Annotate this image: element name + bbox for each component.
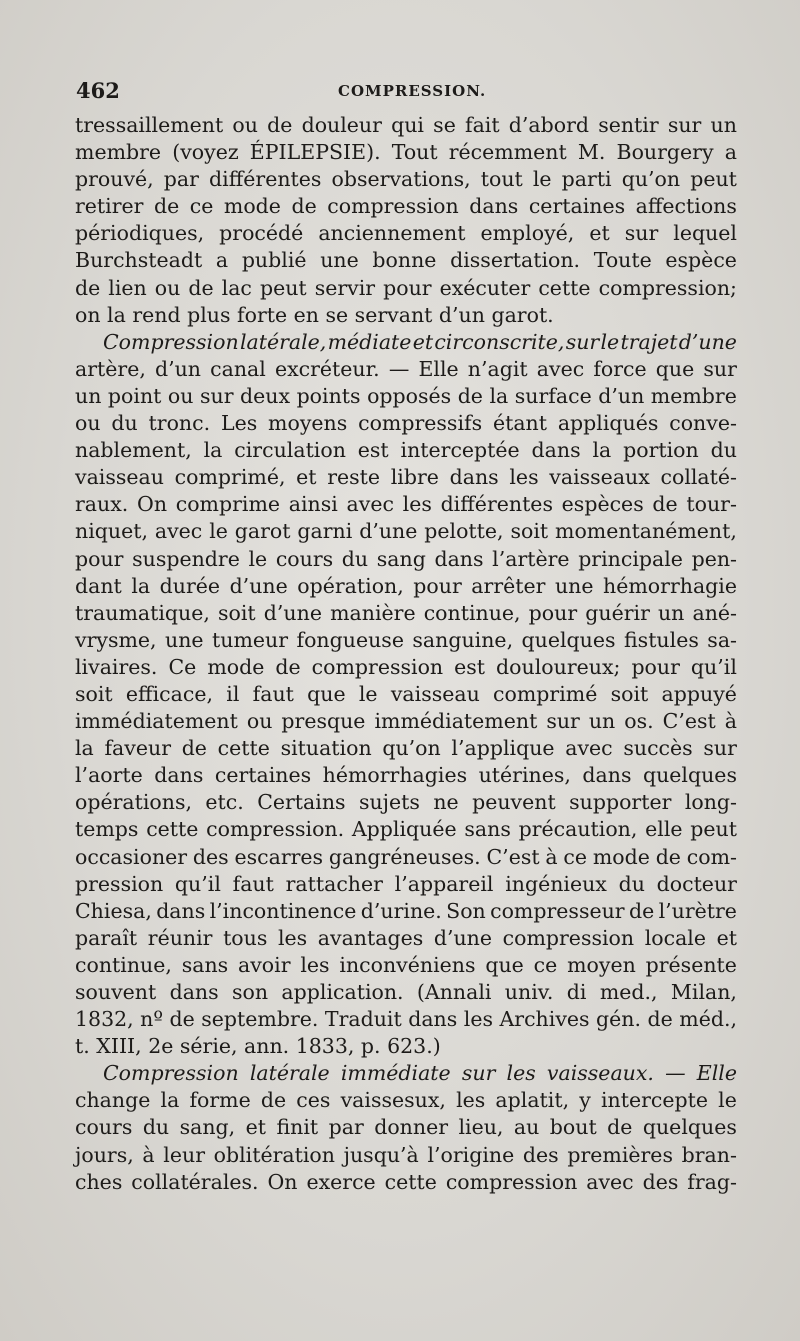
text-line: opérations, etc. Certains sujets ne peuvent supporter long- <box>75 790 737 815</box>
text-line: traumatique, soit d’une manière continue, pour guérir un ané- <box>75 600 737 625</box>
page-header <box>76 78 736 108</box>
text-line: on la rend plus forte en se servant d’un garot. <box>75 302 554 327</box>
text-line: artère, d’un canal excréteur. — Elle n’agit avec force que sur <box>75 356 737 381</box>
running-head: COMPRESSION. <box>338 82 487 100</box>
text-line: l’aorte dans certaines hémorrhagies utérines, dans quelques <box>75 763 737 788</box>
text-line: continue, sans avoir les inconvéniens que ce moyen présente <box>75 952 737 977</box>
section-heading-line: Compression latérale, médiate et circonscrite, sur le trajet d’une <box>103 329 737 354</box>
text-line: immédiatement ou presque immédiatement sur un os. C’est à <box>75 709 737 734</box>
text-line: change la forme de ces vaissesux, les aplatit, y intercepte le <box>75 1088 737 1113</box>
text-line: livaires. Ce mode de compression est douloureux; pour qu’il <box>75 654 737 679</box>
text-line: cours du sang, et finit par donner lieu, au bout de quelques <box>75 1115 737 1140</box>
text-line: prouvé, par différentes observations, tout le parti qu’on peut <box>75 167 737 192</box>
text-line: dant la durée d’une opération, pour arrêter une hémorrhagie <box>75 573 737 598</box>
text-line: 1832, nº de septembre. Traduit dans les Archives gén. de méd., <box>75 1007 737 1032</box>
text-line: retirer de ce mode de compression dans certaines affections <box>75 194 737 219</box>
text-line: raux. On comprime ainsi avec les différentes espèces de tour- <box>75 492 737 517</box>
body-text <box>75 112 737 1196</box>
text-line: vaisseau comprimé, et reste libre dans les vaisseaux collaté- <box>75 465 737 490</box>
text-line: ou du tronc. Les moyens compressifs étant appliqués conve- <box>75 411 737 436</box>
text-line: occasioner des escarres gangréneuses. C’est à ce mode de com- <box>75 844 737 869</box>
text-line: t. XIII, 2e série, ann. 1833, p. 623.) <box>75 1034 441 1059</box>
text-line: pression qu’il faut rattacher l’appareil ingénieux du docteur <box>75 871 737 896</box>
text-line: nablement, la circulation est interceptée dans la portion du <box>75 438 737 463</box>
text-line: niquet, avec le garot garni d’une pelotte, soit momentanément, <box>75 519 737 544</box>
text-line: vrysme, une tumeur fongueuse sanguine, quelques fistules sa- <box>75 627 737 652</box>
text-line: un point ou sur deux points opposés de la surface d’un membre <box>75 383 737 408</box>
text-line: Chiesa, dans l’incontinence d’urine. Son compresseur de l’urètre <box>75 898 737 923</box>
text-line: de lien ou de lac peut servir pour exécuter cette compression; <box>75 275 737 300</box>
text-line: la faveur de cette situation qu’on l’applique avec succès sur <box>75 736 737 761</box>
text-line: temps cette compression. Appliquée sans précaution, elle peut <box>75 817 737 842</box>
section-heading-line: Compression latérale immédiate sur les vaisseaux. — Elle <box>103 1061 737 1086</box>
text-line: membre (voyez ÉPILEPSIE). Tout récemment M. Bourgery a <box>75 140 737 165</box>
text-line: pour suspendre le cours du sang dans l’artère principale pen- <box>75 546 737 571</box>
text-line: soit efficace, il faut que le vaisseau comprimé soit appuyé <box>75 681 737 706</box>
text-line: paraît réunir tous les avantages d’une compression locale et <box>75 925 737 950</box>
text-line: ches collatérales. On exerce cette compression avec des frag- <box>75 1169 737 1194</box>
text-line: tressaillement ou de douleur qui se fait d’abord sentir sur un <box>75 113 737 137</box>
text-line: souvent dans son application. (Annali univ. di med., Milan, <box>75 980 737 1004</box>
text-line: Burchsteadt a publié une bonne dissertation. Toute espèce <box>75 248 737 273</box>
text-line: périodiques, procédé anciennement employé, et sur lequel <box>75 221 737 246</box>
text-line: jours, à leur oblitération jusqu’à l’origine des premières bran- <box>75 1142 737 1167</box>
page-number: 462 <box>76 78 120 103</box>
